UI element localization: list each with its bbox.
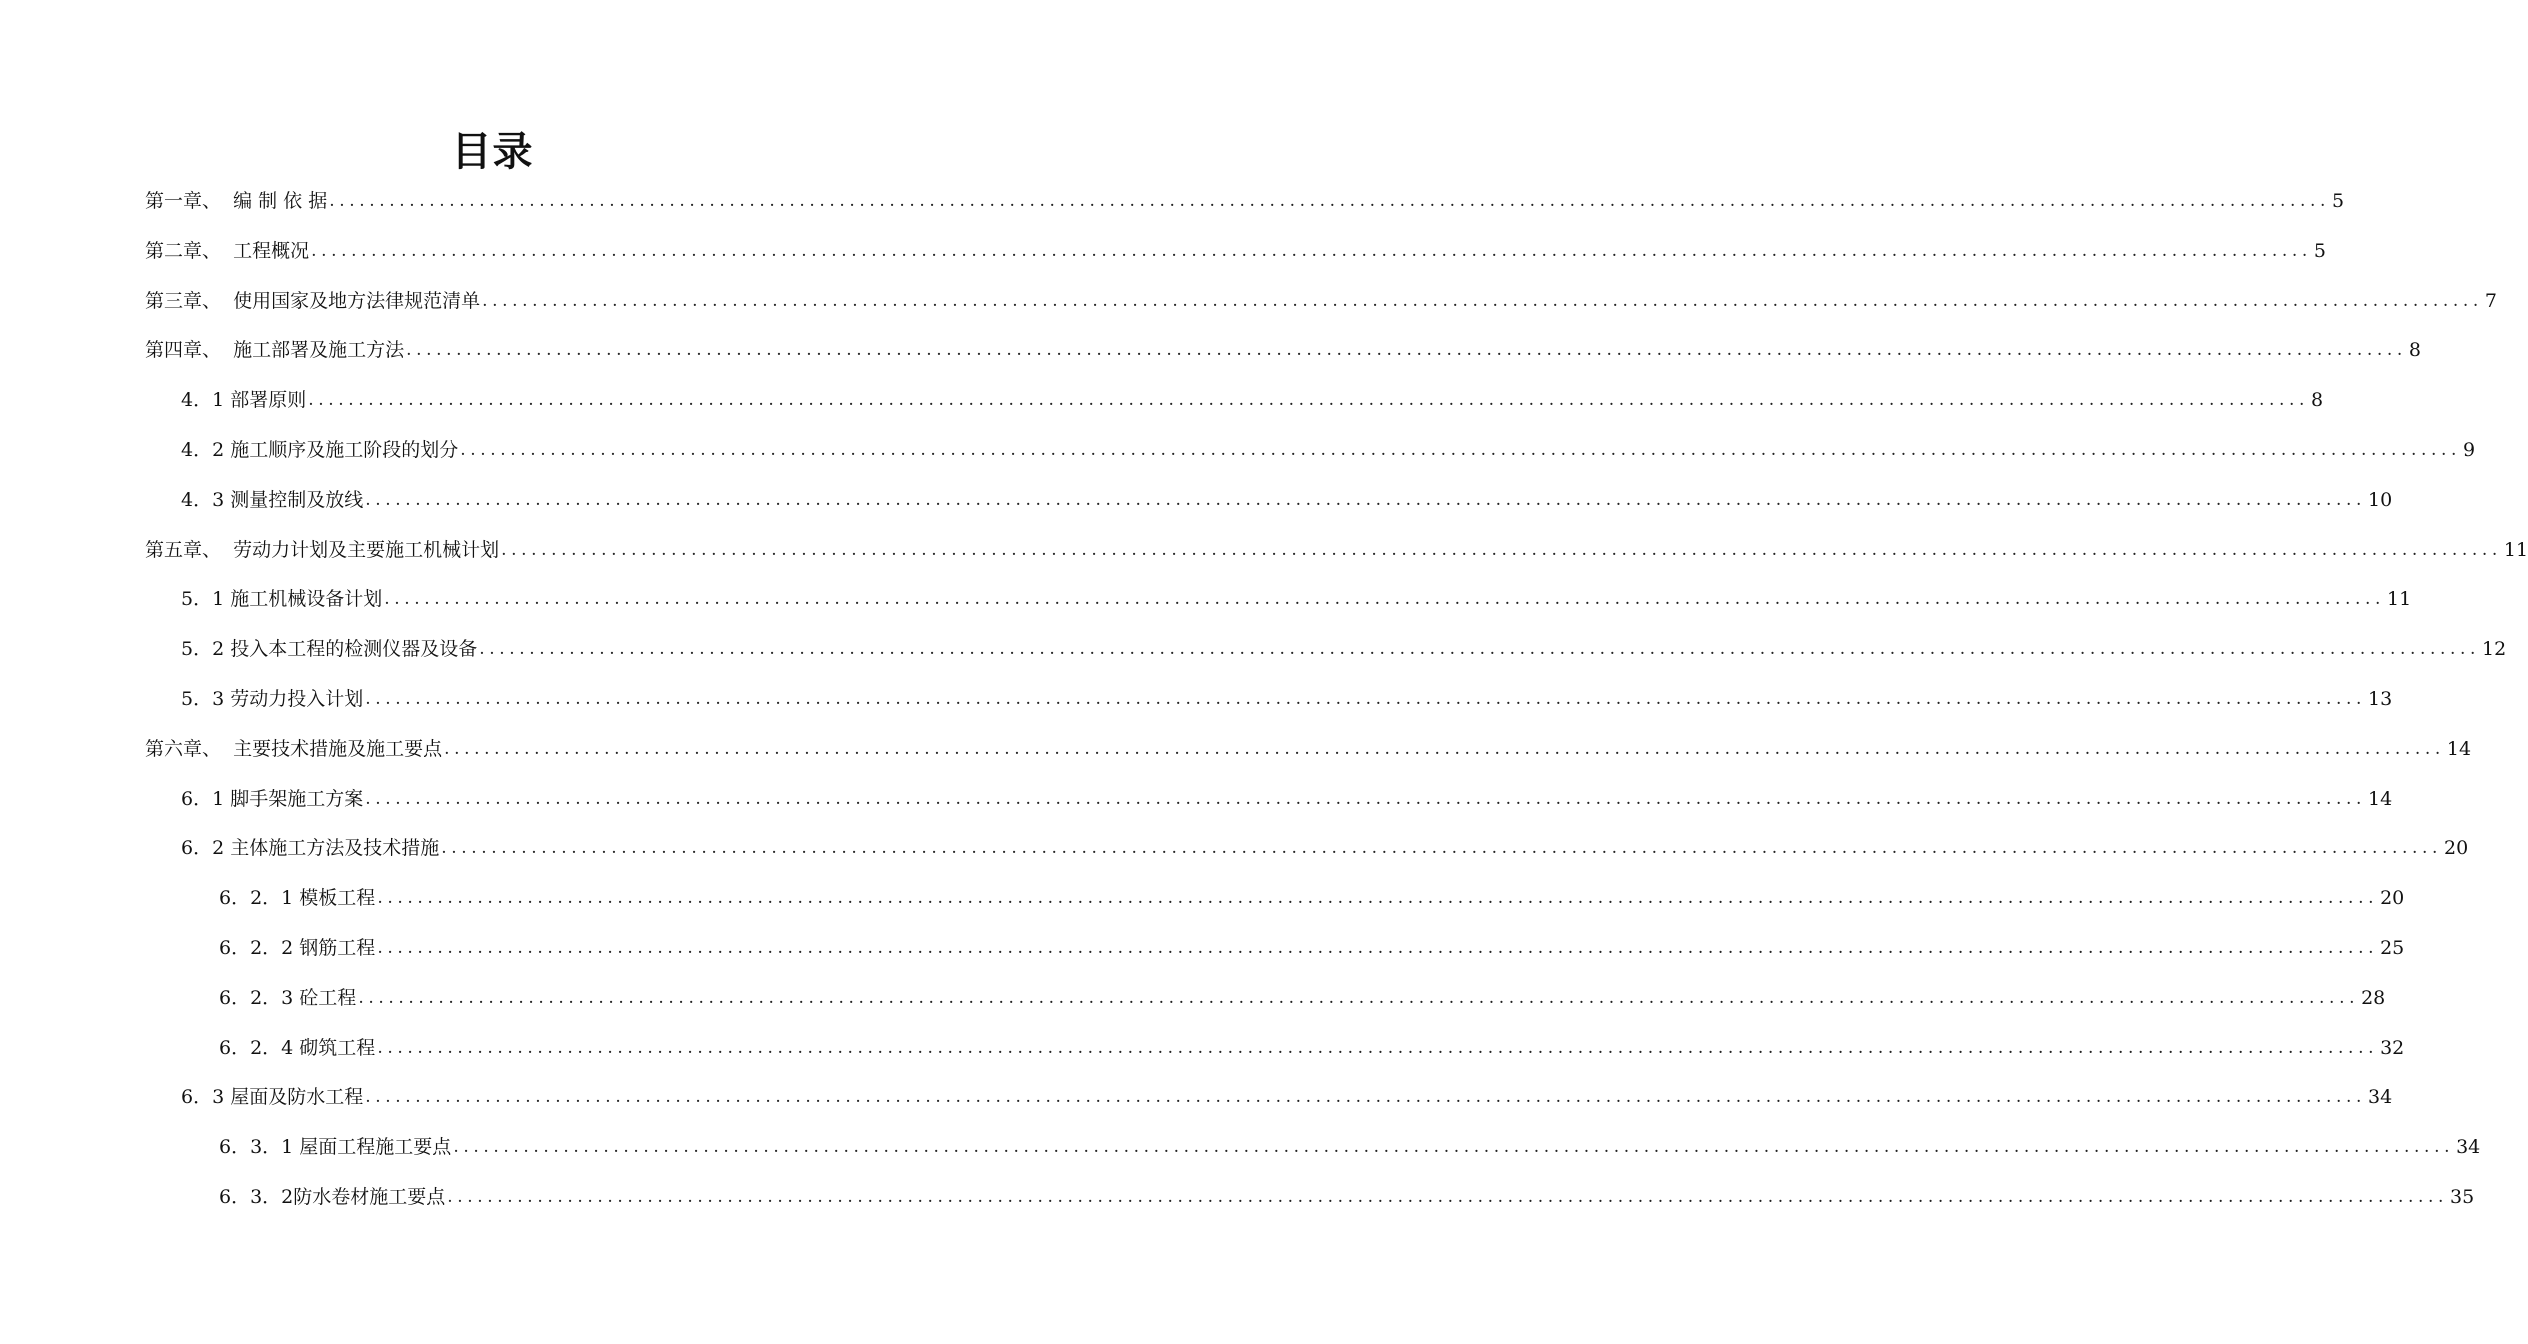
toc-page-number: 9 [2462, 439, 2476, 461]
toc-dot-leader: ........................................................................................................................................................................................................ [482, 290, 2483, 311]
toc-dot-leader: ........................................................................................................................................................................................................ [384, 589, 2385, 610]
toc-page-number: 25 [2380, 937, 2405, 959]
toc-dot-leader: ........................................................................................................................................................................................................ [377, 1037, 2379, 1058]
toc-entry[interactable] [219, 1172, 2475, 1222]
toc-page-number: 20 [2443, 837, 2469, 860]
toc-entry[interactable] [219, 923, 2405, 973]
toc-entry-label: 第一章、 编 制 依 据 [145, 190, 328, 212]
toc-page-number: 7 [2484, 289, 2497, 312]
toc-entry[interactable] [145, 525, 2528, 575]
toc-page-number: 8 [2408, 339, 2421, 362]
toc-entry-label: 第四章、 施工部署及施工方法 [145, 339, 405, 362]
toc-page-number: 14 [2367, 787, 2393, 810]
toc-entry-label: 4．3 测量控制及放线 [181, 488, 364, 511]
toc-page-number: 12 [2481, 638, 2507, 661]
toc-entry-label: 第二章、 工程概况 [145, 239, 310, 262]
toc-entry[interactable] [219, 873, 2405, 923]
toc-entry-label: 5．1 施工机械设备计划 [181, 588, 383, 611]
toc-page-number: 11 [2386, 588, 2412, 611]
toc-entry[interactable] [181, 823, 2469, 873]
toc-page-number: 28 [2361, 986, 2386, 1009]
toc-entry[interactable] [145, 325, 2421, 375]
toc-dot-leader: ........................................................................................................................................................................................................ [479, 639, 2480, 660]
toc-entry-label: 6．2．3 砼工程 [219, 986, 357, 1009]
toc-page-number: 34 [2456, 1136, 2481, 1159]
toc-entry[interactable] [181, 574, 2412, 624]
toc-entry[interactable] [181, 475, 2393, 525]
toc-entry[interactable] [181, 375, 2324, 425]
toc-dot-leader: ........................................................................................................................................................................................................ [453, 1137, 2455, 1158]
toc-entry-label: 6．3 屋面及防水工程 [181, 1086, 364, 1109]
toc-page-number: 11 [2503, 538, 2528, 561]
toc-page-number: 10 [2367, 488, 2393, 511]
toc-entry-label: 5．3 劳动力投入计划 [181, 688, 364, 710]
toc-entry-label: 6．3．1 屋面工程施工要点 [219, 1136, 452, 1159]
toc-entry[interactable] [219, 973, 2386, 1023]
toc-page-number: 20 [2380, 887, 2405, 910]
toc-entry-label: 6．2．2 钢筋工程 [219, 937, 376, 959]
toc-page-number: 34 [2367, 1086, 2393, 1109]
toc-page-number: 5 [2331, 190, 2345, 212]
toc-entry-label: 第三章、 使用国家及地方法律规范清单 [145, 289, 481, 312]
toc-entry[interactable] [181, 1072, 2393, 1122]
toc-page-number: 14 [2446, 737, 2472, 760]
toc-entry-label: 6．3．2防水卷材施工要点 [219, 1186, 446, 1208]
toc-dot-leader: ........................................................................................................................................................................................................ [365, 689, 2366, 709]
toc-dot-leader: ........................................................................................................................................................................................................ [311, 240, 2312, 261]
toc-entry-label: 4．2 施工顺序及施工阶段的划分 [181, 439, 459, 461]
toc-entry[interactable] [181, 425, 2476, 475]
toc-entry-label: 5．2 投入本工程的检测仪器及设备 [181, 638, 478, 661]
toc-dot-leader: ........................................................................................................................................................................................................ [501, 539, 2502, 560]
toc-dot-leader: ........................................................................................................................................................................................................ [406, 340, 2407, 361]
toc-entry-label: 第六章、 主要技术措施及施工要点 [145, 737, 443, 760]
toc-dot-leader: ........................................................................................................................................................................................................ [447, 1187, 2449, 1207]
toc-dot-leader: ........................................................................................................................................................................................................ [377, 938, 2379, 958]
toc-entry[interactable] [145, 724, 2472, 774]
toc-entry-label: 6．2 主体施工方法及技术措施 [181, 837, 440, 860]
toc-dot-leader: ........................................................................................................................................................................................................ [308, 390, 2309, 411]
toc-dot-leader: ........................................................................................................................................................................................................ [377, 888, 2379, 909]
toc-entry[interactable] [181, 774, 2393, 824]
toc-page-number: 5 [2313, 239, 2326, 262]
toc-dot-leader: ........................................................................................................................................................................................................ [444, 738, 2445, 759]
toc-page-number: 13 [2367, 688, 2393, 710]
toc-entry[interactable] [181, 674, 2393, 724]
toc-dot-leader: ........................................................................................................................................................................................................ [358, 987, 2360, 1008]
toc-entry[interactable] [219, 1122, 2481, 1172]
toc-entry-label: 6．2．4 砌筑工程 [219, 1036, 376, 1059]
toc-entry[interactable] [145, 276, 2497, 326]
toc-entry-label: 第五章、 劳动力计划及主要施工机械计划 [145, 538, 500, 561]
toc-entry-label: 6．1 脚手架施工方案 [181, 787, 364, 810]
toc-dot-leader: ........................................................................................................................................................................................................ [441, 838, 2442, 859]
toc-dot-leader: ........................................................................................................................................................................................................ [365, 489, 2366, 510]
toc-entry[interactable] [145, 226, 2326, 276]
toc-dot-leader: ........................................................................................................................................................................................................ [365, 1087, 2366, 1108]
toc-title: 目录 [451, 129, 534, 175]
toc-entry[interactable] [145, 176, 2345, 226]
toc-entry-label: 6．2．1 模板工程 [219, 887, 376, 910]
toc-dot-leader: ........................................................................................................................................................................................................ [365, 788, 2366, 809]
toc-dot-leader: ........................................................................................................................................................................................................ [329, 191, 2330, 211]
toc-page-number: 32 [2380, 1036, 2405, 1059]
toc-entry-label: 4．1 部署原则 [181, 389, 307, 412]
toc-entry[interactable] [219, 1023, 2405, 1073]
toc-entry[interactable] [181, 624, 2507, 674]
toc-page-number: 35 [2450, 1186, 2475, 1208]
toc-dot-leader: ........................................................................................................................................................................................................ [460, 440, 2461, 460]
toc-page-number: 8 [2310, 389, 2324, 412]
